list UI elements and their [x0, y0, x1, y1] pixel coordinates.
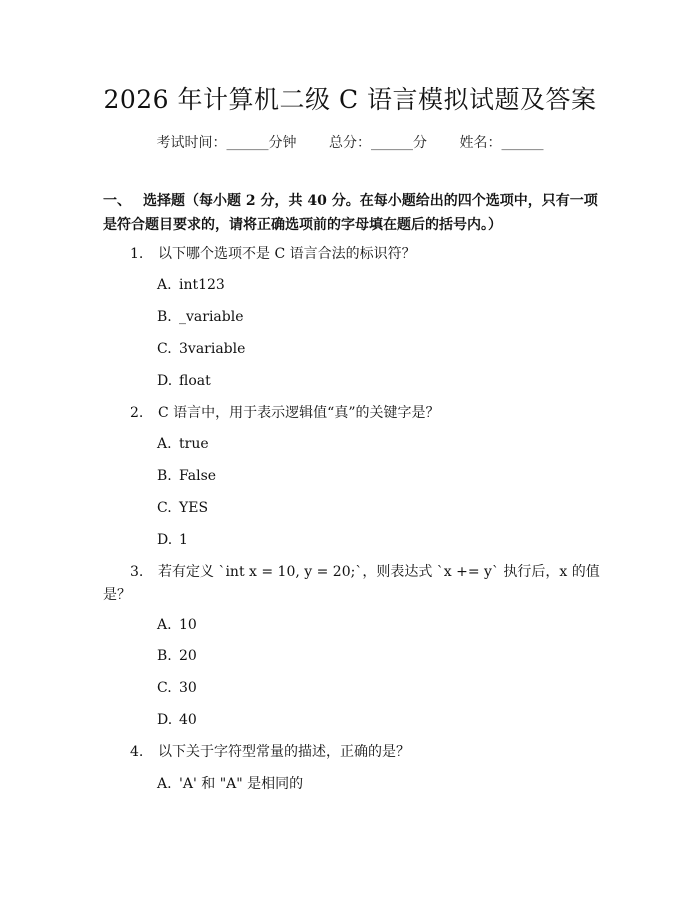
option-letter: C. — [157, 341, 172, 357]
option-letter: A. — [157, 776, 172, 792]
option-text: 3variable — [179, 341, 246, 357]
question-number: 3. — [130, 564, 144, 580]
option-letter: B. — [157, 309, 172, 325]
section-instructions: 选择题（每小题 2 分，共 40 分。在每小题给出的四个选项中，只有一项是符合题目要求的，请将正确选项前的字母填在题后的括号内。） — [103, 193, 598, 233]
option-3b — [157, 646, 197, 666]
option-2a — [157, 434, 209, 454]
option-1c — [157, 339, 245, 359]
option-1a — [157, 275, 225, 295]
option-text: true — [179, 436, 209, 452]
option-3d — [157, 710, 197, 730]
option-text: 10 — [179, 617, 197, 633]
option-text: 'A' 和 "A" 是相同的 — [179, 776, 304, 792]
option-text: False — [179, 468, 217, 484]
total-score-field: 总分：______分 — [329, 135, 427, 151]
option-2c — [157, 498, 208, 518]
student-name-field: 姓名：______ — [459, 135, 544, 151]
question-3-continuation: 是？ — [103, 587, 131, 603]
question-number: 2. — [130, 405, 144, 421]
question-text: 以下哪个选项不是 C 语言合法的标识符？ — [158, 246, 416, 262]
option-2d — [157, 530, 188, 550]
option-letter: A. — [157, 617, 172, 633]
option-text: _variable — [179, 309, 244, 325]
option-letter: D. — [157, 532, 173, 548]
option-text: 20 — [179, 648, 197, 664]
option-text: float — [179, 373, 211, 389]
option-letter: C. — [157, 680, 172, 696]
option-letter: B. — [157, 468, 172, 484]
option-4a — [157, 774, 303, 794]
option-1b — [157, 307, 244, 327]
question-2 — [130, 401, 600, 425]
option-letter: C. — [157, 500, 172, 516]
exam-title: 2026 年计算机二级 C 语言模拟试题及答案 — [103, 85, 597, 114]
option-letter: D. — [157, 712, 173, 728]
question-4 — [130, 740, 600, 764]
option-text: 40 — [179, 712, 197, 728]
question-number: 4. — [130, 744, 144, 760]
exam-time-field: 考试时间：______分钟 — [156, 135, 297, 151]
option-letter: B. — [157, 648, 172, 664]
option-3c — [157, 678, 197, 698]
option-letter: D. — [157, 373, 173, 389]
question-text: C 语言中，用于表示逻辑值“真”的关键字是？ — [158, 405, 440, 421]
option-text: 1 — [179, 532, 188, 548]
option-text: YES — [179, 500, 209, 516]
question-3 — [130, 560, 600, 584]
question-text: 若有定义 `int x = 10, y = 20;`，则表达式 `x += y` 执行后，x 的值 — [158, 564, 600, 580]
exam-info-line — [0, 132, 700, 152]
option-1d — [157, 371, 211, 391]
option-2b — [157, 466, 216, 486]
question-1 — [130, 242, 600, 266]
option-letter: A. — [157, 436, 172, 452]
option-text: int123 — [179, 277, 225, 293]
question-text: 以下关于字符型常量的描述，正确的是？ — [158, 744, 410, 760]
option-letter: A. — [157, 277, 172, 293]
question-number: 1. — [130, 246, 144, 262]
option-text: 30 — [179, 680, 197, 696]
option-3a — [157, 615, 197, 635]
section-heading — [103, 189, 598, 237]
section-number: 一、 — [103, 193, 131, 209]
